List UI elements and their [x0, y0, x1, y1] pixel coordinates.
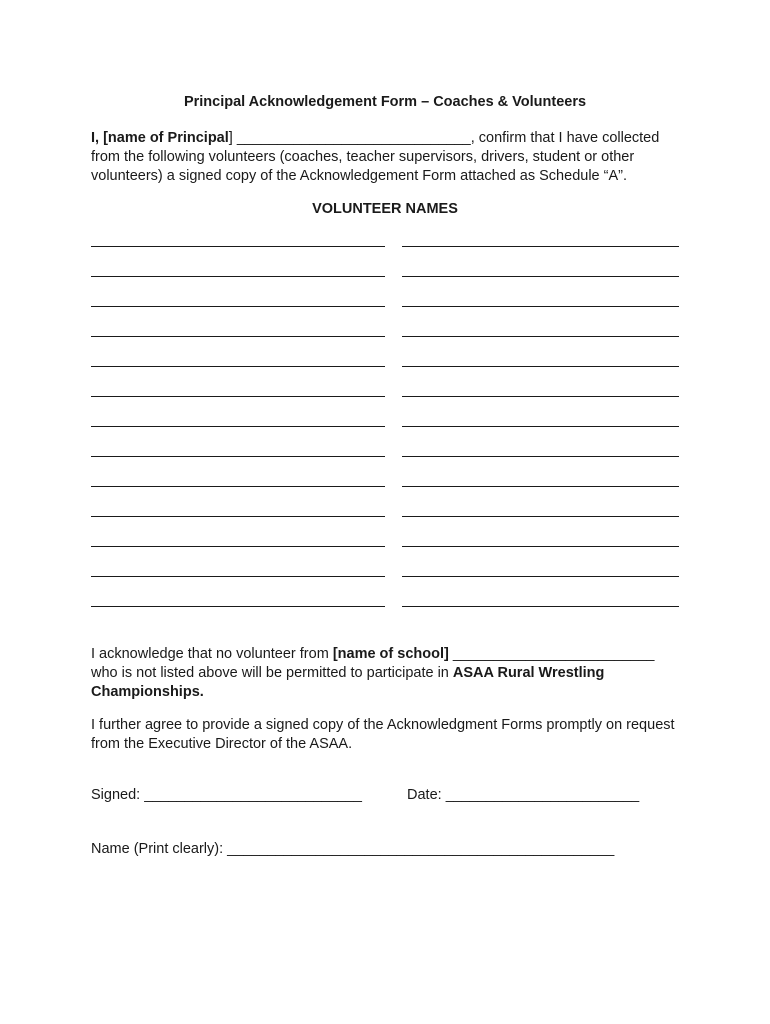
volunteer-name-line[interactable]: [91, 276, 385, 277]
volunteer-name-line[interactable]: [402, 516, 679, 517]
principal-name-blank[interactable]: _____________________________: [232, 130, 471, 146]
volunteer-names-heading: VOLUNTEER NAMES: [312, 201, 458, 217]
volunteer-name-line[interactable]: [91, 246, 385, 247]
principal-name-label-close: ]: [228, 130, 233, 146]
form-title: Principal Acknowledgement Form – Coaches & Volunteers: [183, 94, 587, 110]
event-name: ASAA Rural Wrestling Championships.: [91, 665, 605, 700]
volunteer-name-line[interactable]: [402, 606, 679, 607]
volunteer-name-line[interactable]: [402, 306, 679, 307]
volunteer-name-line[interactable]: [91, 426, 385, 427]
volunteer-name-line[interactable]: [91, 546, 385, 547]
volunteer-name-line[interactable]: [402, 456, 679, 457]
volunteer-name-line[interactable]: [91, 516, 385, 517]
signed-field: [91, 787, 362, 803]
print-name-blank[interactable]: ________________________________________________: [227, 841, 615, 857]
print-name-label: Name (Print clearly):: [91, 841, 228, 857]
school-name-label: [name of school]: [332, 646, 449, 662]
acknowledge-text-2: who is not listed above will be permitted to participate in: [91, 665, 453, 681]
print-name-field: [91, 841, 614, 857]
volunteer-name-line[interactable]: [402, 246, 679, 247]
volunteer-name-line[interactable]: [91, 576, 385, 577]
volunteer-name-line[interactable]: [91, 396, 385, 397]
volunteer-name-line[interactable]: [91, 486, 385, 487]
principal-name-label: I, [name of Principal: [91, 130, 229, 146]
volunteer-name-line[interactable]: [91, 606, 385, 607]
school-name-blank[interactable]: _________________________: [448, 646, 655, 662]
volunteer-name-line[interactable]: [91, 366, 385, 367]
principal-confirmation-paragraph: [91, 129, 691, 186]
volunteer-name-line[interactable]: [402, 336, 679, 337]
confirmation-text: , confirm that I have collected from the following volunteers (coaches, teacher supervisors, drivers, student or other volunteers) a signed copy of the Acknowledgement Form attached as Schedule “A”.: [91, 130, 660, 184]
volunteer-name-line[interactable]: [91, 306, 385, 307]
acknowledgement-paragraph: [91, 645, 681, 702]
acknowledge-text-1: I acknowledge that no volunteer from: [91, 646, 333, 662]
volunteer-name-line[interactable]: [402, 486, 679, 487]
signed-label: Signed:: [91, 787, 145, 803]
volunteer-name-line[interactable]: [402, 366, 679, 367]
volunteer-name-line[interactable]: [402, 576, 679, 577]
date-label: Date:: [407, 787, 446, 803]
volunteer-name-line[interactable]: [91, 336, 385, 337]
volunteer-name-line[interactable]: [91, 456, 385, 457]
volunteer-name-line[interactable]: [402, 276, 679, 277]
date-blank[interactable]: ________________________: [445, 787, 640, 803]
volunteer-name-line[interactable]: [402, 426, 679, 427]
date-field: [407, 787, 639, 803]
signed-blank[interactable]: ___________________________: [144, 787, 362, 803]
volunteer-name-line[interactable]: [402, 546, 679, 547]
further-agreement-paragraph: I further agree to provide a signed copy of the Acknowledgment Forms promptly on request from the Executive Director of the ASAA.: [91, 717, 675, 752]
volunteer-name-line[interactable]: [402, 396, 679, 397]
